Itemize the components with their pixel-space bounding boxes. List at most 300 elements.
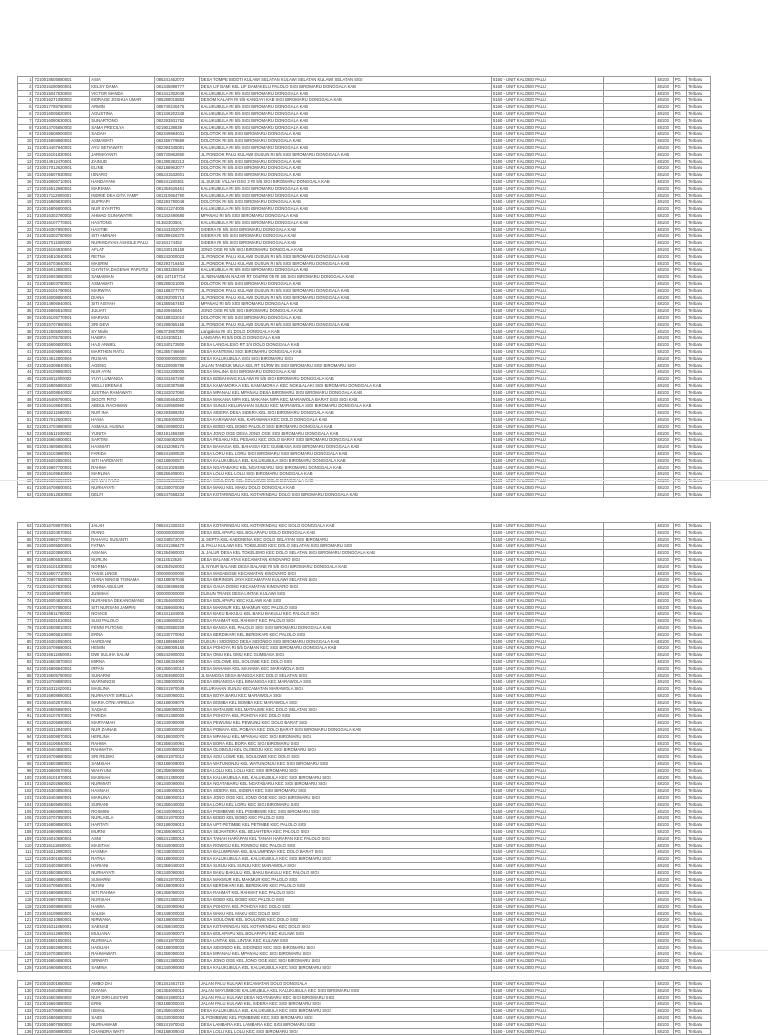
code-cell: 48103 [656,77,674,84]
unit-cell: 5160 - UNIT KALOBO PALU [492,944,604,951]
type-cell: PG [673,342,686,349]
type-cell: PG [673,396,686,403]
row-number: 84 [18,665,33,672]
name-cell: HANDAYANI [90,178,155,185]
address-cell: DESA RAHMAT KEL RAHMAT KEC PALOLO SIGI [199,890,491,897]
status-cell: Terbaru [687,294,711,301]
unit-cell: 5160 - UNIT KALOBO PALU [492,890,604,897]
phone-cell: 081340397586 [155,382,199,389]
phone-cell: 081346202348 [155,110,199,117]
type-cell: PG [673,178,686,185]
name-cell: MURNI [90,828,155,835]
nik-cell: 7210016904900001 [33,437,90,444]
code-cell: 48103 [656,862,674,869]
table-row [18,382,711,389]
address-cell: DESA KOTARINDAU KEL KOTARINDAU KEC DOLO SIGI [199,924,491,931]
code-cell: 48103 [656,294,674,301]
phone-cell: 085241970012 [155,754,199,761]
phone-cell: 085241980013 [155,994,199,1001]
address-cell: KALUKUBULA RI 5/5 SIGI BIROMARU DONGGALA KAB [199,124,491,131]
table-row [18,144,711,151]
nik-cell: 7210016003850003 [33,274,90,281]
spacer-cell [603,699,656,706]
status-cell: Terbaru [687,924,711,931]
spacer-cell [603,726,656,733]
table-row [18,342,711,349]
table-row [18,590,711,597]
address-cell: JL.PONDOK PALU KULAWI DUSUN RI 5/5 SIGI BIROMARU DONGGALA KAB [199,260,491,267]
table-row [18,740,711,747]
phone-cell: 082191456380 [155,430,199,437]
table-row [18,665,711,672]
phone-cell: 085340464032 [155,396,199,403]
code-cell: 48103 [656,376,674,383]
row-number: 65 [18,536,33,543]
code-cell: 48103 [656,233,674,240]
status-cell: Terbaru [687,842,711,849]
unit-cell: 5160 - UNIT KALOBO PALU [492,794,604,801]
address-cell: LANGARA RI 5/5 DOLO DONGGALA KAB [199,335,491,342]
address-cell: DESA BAKU BAKULU KEL BAKU BAKULU KEC PALOLO SIGI [199,611,491,618]
unit-cell: 5160 - UNIT KALOBO PALU [492,212,604,219]
row-number: 42 [18,355,33,362]
nik-cell: 7210016104830004 [33,246,90,253]
address-cell: DOLOTOK RI 5/5 SIGI BIROMARU DONGGALA KAB [199,314,491,321]
address-cell: DOLOTOK RI 5/5 SIGI BIROMARU DONGGALA KAB [199,138,491,145]
code-cell: 48103 [656,416,674,423]
address-cell: DESA POHOYA KEL POHOYA KEC DOLO SIGI [199,713,491,720]
code-cell: 48103 [656,246,674,253]
code-cell: 48103 [656,618,674,625]
type-cell: PG [673,896,686,903]
table-row [18,930,711,937]
phone-cell: 081341302049 [155,90,199,97]
nik-cell: 7210016604880001 [33,876,90,883]
row-number: 70 [18,570,33,577]
nik-cell: 7210016201810001 [33,618,90,625]
table-row [18,869,711,876]
unit-cell: 5160 - UNIT KALOBO PALU [492,369,604,376]
name-cell: NURHAYATI SIRELLA [90,692,155,699]
phone-cell: 081340125158 [155,246,199,253]
spacer-cell [603,77,656,84]
spacer-cell [603,253,656,260]
unit-cell: 5160 - UNIT KALOBO PALU [492,896,604,903]
type-cell: PG [673,314,686,321]
nik-cell: 7210016604880002 [33,1001,90,1008]
nik-cell: 7210016707850001 [33,815,90,822]
spacer-cell [603,924,656,931]
phone-cell: 085242000023 [155,253,199,260]
nik-cell: 7210016202850001 [33,457,90,464]
phone-cell: 081388000091 [155,679,199,686]
table-row [18,206,711,213]
status-cell: Terbaru [687,83,711,90]
phone-cell: 82190139839 [155,124,199,131]
address-cell: MPANAU RI 5/5 SIGI BIROMARU DONGGALA KAB [199,301,491,308]
nik-cell: 7210015204870001 [33,529,90,536]
name-cell: HASTIBI [90,226,155,233]
name-cell: DIANA [90,294,155,301]
table-row [18,794,711,801]
address-cell: KALUKUBULA RI 5/5 SIGI BIROMARU DONGGALA KAB [199,90,491,97]
address-cell: DESA MAKMUR KEL MAKMUR KEC PALOLO SIGI [199,876,491,883]
phone-cell: 085241800530 [155,450,199,457]
spacer-cell [603,362,656,369]
name-cell: NURMALA [90,937,155,944]
phone-cell: 082188009076 [155,699,199,706]
table-row [18,226,711,233]
table-row [18,192,711,199]
name-cell: WELLI BRENAS [90,382,155,389]
phone-cell: 085241380033 [155,958,199,965]
table-row [18,584,711,591]
nik-cell: 7210016005820001 [33,110,90,117]
address-cell: DESA POMBEWE KEL POMBEWE KEC SIGI BIROMARU SIGI [199,808,491,815]
name-cell: ERNA [90,631,155,638]
address-cell: MPANAU RI 5/5 SIGI BIROMARU DONGGALA KAB [199,212,491,219]
code-cell: 48103 [656,890,674,897]
name-cell: NUR ZAINAB [90,726,155,733]
code-cell: 48103 [656,484,674,491]
spacer-cell [603,835,656,842]
phone-cell: 081340090031 [155,692,199,699]
name-cell: JUSMAH [90,590,155,597]
nik-cell: 7210016806710001 [33,178,90,185]
code-cell: 48103 [656,903,674,910]
name-cell: HARDIANI [90,638,155,645]
address-cell: DESA UPT PETIMBE KEL PETIMBE KEC PALOLO SIGI [199,822,491,829]
name-cell: NURMIATI [90,781,155,788]
unit-cell: 5160 - UNIT KALOBO PALU [492,597,604,604]
type-cell: PG [673,376,686,383]
row-number: 50 [18,410,33,417]
spacer-cell [603,301,656,308]
spacer-cell [603,917,656,924]
row-number: 23 [18,226,33,233]
status-cell: Terbaru [687,910,711,917]
spacer-cell [603,910,656,917]
nik-cell: 7210016708870001 [33,523,90,530]
name-cell: ISMAIL [90,1008,155,1015]
code-cell: 48103 [656,981,674,988]
unit-cell: 5160 - UNIT KALOBO PALU [492,131,604,138]
status-cell: Terbaru [687,536,711,543]
address-cell: JL.PONDOK PALU KULAWI DUSUN RI 5/5 SIGI BIROMARU DONGGALA KAB [199,151,491,158]
unit-cell: 5160 - UNIT KALOBO PALU [492,335,604,342]
code-cell: 48103 [656,994,674,1001]
unit-cell: 5160 - UNIT KALOBO PALU [492,951,604,958]
nik-cell: 7210016011900002 [33,376,90,383]
row-number: 74 [18,597,33,604]
table-row [18,981,711,988]
status-cell: Terbaru [687,484,711,491]
spacer-cell [603,219,656,226]
type-cell: PG [673,308,686,315]
nik-cell: 7210015909830001 [33,199,90,206]
name-cell: EVIANA [90,987,155,994]
row-number: 82 [18,652,33,659]
spacer-cell [603,570,656,577]
nik-cell: 7210016804880001 [33,958,90,965]
row-number: 10 [18,138,33,145]
type-cell: PG [673,430,686,437]
row-number: 33 [18,294,33,301]
table-row [18,151,711,158]
spacer-cell [603,1008,656,1015]
spacer-cell [603,117,656,124]
row-number: 15 [18,172,33,179]
spacer-cell [603,192,656,199]
unit-cell: 5160 - UNIT KALOBO PALU [492,631,604,638]
phone-cell: 085241970043 [155,1021,199,1028]
row-number: 24 [18,233,33,240]
table-row [18,733,711,740]
row-number: 11 [18,144,33,151]
code-cell: 48103 [656,597,674,604]
status-cell: Terbaru [687,937,711,944]
unit-cell: 5160 - UNIT KALOBO PALU [492,835,604,842]
type-cell: PG [673,97,686,104]
row-number: 4 [18,97,33,104]
phone-cell: 81244305011 [155,335,199,342]
nik-cell: 7210016010880001 [33,835,90,842]
address-cell: DESA BALANE ATAS KECAMATAN KINOVARO SIGI [199,556,491,563]
status-cell: Terbaru [687,240,711,247]
type-cell: PG [673,423,686,430]
name-cell: ASIA [90,77,155,84]
spacer-cell [603,410,656,417]
spacer-cell [603,720,656,727]
status-cell: Terbaru [687,362,711,369]
address-cell: DESA KARAWANA KEL KARAWANA KEC DOLO DONGGALA KAB [199,416,491,423]
name-cell: FENNI PUTONG [90,624,155,631]
name-cell: SAIDI [90,1014,155,1021]
type-cell: PG [673,869,686,876]
name-cell: MARTHEN RATU [90,348,155,355]
row-number: 59 [18,471,33,478]
code-cell: 48103 [656,584,674,591]
name-cell: HADIJAH [90,944,155,951]
status-cell: Terbaru [687,726,711,733]
row-number: 79 [18,631,33,638]
name-cell: HEMIN [90,645,155,652]
status-cell: Terbaru [687,981,711,988]
row-number: 102 [18,788,33,795]
table-row [18,471,711,478]
type-cell: PG [673,389,686,396]
unit-cell: 5160 - UNIT KALOBO PALU [492,529,604,536]
name-cell: RATNA [90,856,155,863]
code-cell: 48103 [656,328,674,335]
code-cell: 48103 [656,437,674,444]
table-row [18,165,711,172]
spacer-cell [603,618,656,625]
nik-cell: 7210016503790001 [33,280,90,287]
type-cell: PG [673,692,686,699]
name-cell: ABDUL RACHMAN [90,403,155,410]
unit-cell: 5160 - UNIT KALOBO PALU [492,457,604,464]
type-cell: PG [673,104,686,111]
phone-cell: 08114513526 [155,556,199,563]
status-cell: Terbaru [687,896,711,903]
unit-cell: 5160 - UNIT KALOBO PALU [492,828,604,835]
row-number: 99 [18,767,33,774]
status-cell: Terbaru [687,444,711,451]
row-number: 45 [18,376,33,383]
type-cell: PG [673,260,686,267]
phone-cell: 081241366470 [155,543,199,550]
type-cell: PG [673,131,686,138]
row-number: 76 [18,611,33,618]
status-cell: Terbaru [687,491,711,498]
code-cell: 48103 [656,733,674,740]
nik-cell: 7210016503870003 [33,658,90,665]
type-cell: PG [673,457,686,464]
row-number: 57 [18,457,33,464]
row-number: 136 [18,1028,33,1035]
nik-cell: 7210016311820001 [33,686,90,693]
table-row [18,355,711,362]
status-cell: Terbaru [687,382,711,389]
name-cell: ERNI [90,1001,155,1008]
row-number: 48 [18,396,33,403]
nik-cell: 7210016202880001 [33,781,90,788]
phone-cell: 081356600091 [155,604,199,611]
spacer-cell [603,733,656,740]
status-cell: Terbaru [687,1014,711,1021]
code-cell: 48103 [656,665,674,672]
code-cell: 48103 [656,550,674,557]
spacer-cell [603,781,656,788]
unit-cell: 5160 - UNIT KALOBO PALU [492,158,604,165]
table-row [18,172,711,179]
nik-cell: 7210016406790001 [33,396,90,403]
unit-cell: 5160 - UNIT KALOBO PALU [492,767,604,774]
phone-cell: 085241330310 [155,523,199,530]
phone-cell: 081298055158 [155,321,199,328]
row-number: 87 [18,686,33,693]
name-cell: FATMA [90,543,155,550]
status-cell: Terbaru [687,706,711,713]
table-row [18,842,711,849]
name-cell: RAHMA [90,464,155,471]
status-cell: Terbaru [687,342,711,349]
spacer-cell [603,842,656,849]
phone-cell: 081345898777 [155,83,199,90]
table-row [18,464,711,471]
unit-cell: 5160 - UNIT KALOBO PALU [492,869,604,876]
unit-cell: 5160 - UNIT KALOBO PALU [492,618,604,625]
row-number: 122 [18,924,33,931]
name-cell: NUR AYIN [90,369,155,376]
row-number: 123 [18,930,33,937]
spacer-cell [603,314,656,321]
unit-cell: 5160 - UNIT KALOBO PALU [492,611,604,618]
phone-cell: 082188009013 [155,822,199,829]
nik-cell: 7210016905830001 [33,556,90,563]
type-cell: PG [673,631,686,638]
row-number: 107 [18,822,33,829]
status-cell: Terbaru [687,1008,711,1015]
address-cell: DESA BANGA KEL PALOLO SIGI SIGI BIROMARU DONGGALA KAB [199,624,491,631]
status-cell: Terbaru [687,117,711,124]
type-cell: PG [673,1001,686,1008]
status-cell: Terbaru [687,403,711,410]
code-cell: 48103 [656,90,674,97]
address-cell: DESA RAHMAT KEL RAHMAT KEC PALOLO SIGI [199,618,491,625]
code-cell: 48103 [656,471,674,478]
nik-cell: 7210015808860001 [33,138,90,145]
type-cell: PG [673,987,686,994]
row-number: 113 [18,862,33,869]
code-cell: 48103 [656,713,674,720]
status-cell: Terbaru [687,638,711,645]
code-cell: 48103 [656,747,674,754]
address-cell: DESA OLOBOJU KEL OLOBOJU KEC SIGI BIROMARU SIGI [199,747,491,754]
name-cell: SAMSIAH [90,760,155,767]
type-cell: PG [673,471,686,478]
nik-cell: 7210016805850010 [33,382,90,389]
name-cell: NURHIDAYAH ASHOLE PALU [90,240,155,247]
spacer-cell [603,754,656,761]
type-cell: PG [673,321,686,328]
status-cell: Terbaru [687,355,711,362]
table-row [18,83,711,90]
type-cell: PG [673,206,686,213]
phone-cell: 081356090005 [155,767,199,774]
status-cell: Terbaru [687,679,711,686]
phone-cell: 081340090083 [155,964,199,971]
code-cell: 48103 [656,699,674,706]
row-number: 133 [18,1008,33,1015]
spacer-cell [603,903,656,910]
nik-cell: 7210016908860001 [33,692,90,699]
unit-cell: 5160 - UNIT KALOBO PALU [492,124,604,131]
row-number: 95 [18,740,33,747]
name-cell: SADAH [90,131,155,138]
nik-cell: 7210014705850002 [33,124,90,131]
phone-cell: 82164174452 [155,240,199,247]
nik-cell: 7210016709880002 [33,754,90,761]
type-cell: PG [673,686,686,693]
phone-cell: 082188000013 [155,794,199,801]
table-row [18,274,711,281]
address-cell: JONO OGE RI 5/5 SIGI BIROMARU DONGGALA KAB [199,308,491,315]
nik-cell: 7210016402880002 [33,987,90,994]
name-cell: HASMIA [90,849,155,856]
table-row [18,917,711,924]
status-cell: Terbaru [687,835,711,842]
table-row [18,1021,711,1028]
nik-cell: 7210016409880001 [33,348,90,355]
nik-cell: 7210016507830002 [33,172,90,179]
address-cell: DESA BERDIKARI KEL BERDIKARI KEC PALOLO SIGI [199,631,491,638]
name-cell: RETNA [90,253,155,260]
spacer-cell [603,450,656,457]
nik-cell: 7210016109840004 [33,471,90,478]
unit-cell: 5160 - UNIT KALOBO PALU [492,1028,604,1035]
unit-cell: 5160 - UNIT KALOBO PALU [492,110,604,117]
spacer-cell [603,767,656,774]
phone-cell: 081342209005 [155,369,199,376]
code-cell: 48103 [656,301,674,308]
row-number: 86 [18,679,33,686]
status-cell: Terbaru [687,849,711,856]
code-cell: 48103 [656,692,674,699]
unit-cell: 5160 - UNIT KALOBO PALU [492,144,604,151]
table-row [18,849,711,856]
